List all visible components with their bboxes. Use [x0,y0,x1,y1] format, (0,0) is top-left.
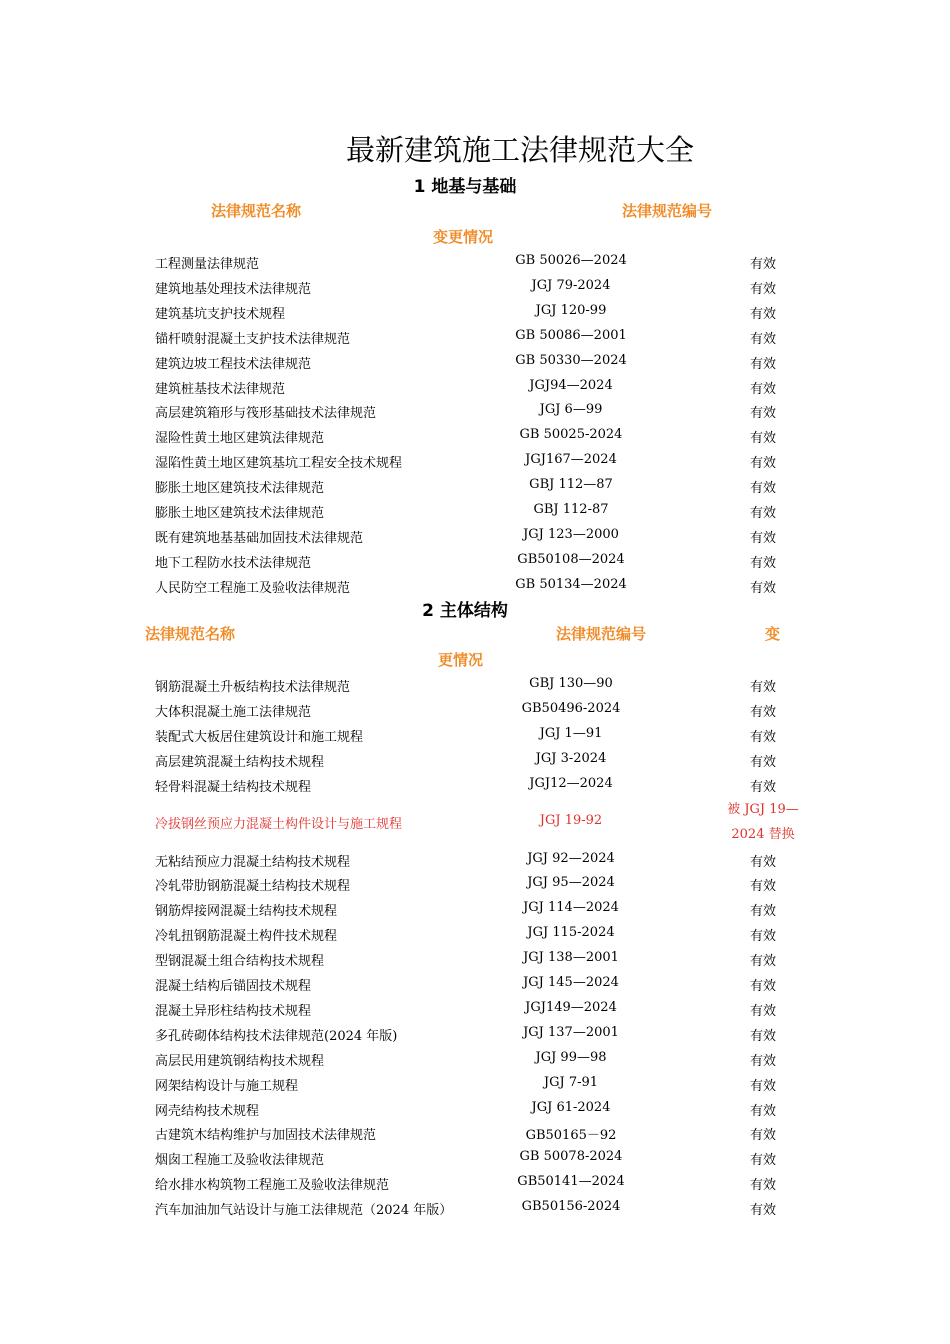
table-row [0,971,950,996]
row-code: JGJ 138—2001 [523,950,619,966]
row-code: JGJ 6—99 [539,402,603,418]
column-header-code: 法律规范编号 [556,625,647,643]
row-name: 既有建筑地基基础加固技术法律规范 [155,530,364,546]
table-row [0,896,950,921]
row-name: 膨胀土地区建筑技术法律规范 [155,506,325,521]
table-row [0,1170,950,1195]
row-name: 建筑基坑支护技术规程 [155,306,286,322]
row-name: 建筑地基处理技术法律规范 [155,281,312,297]
row-code: JGJ149—2024 [525,999,617,1015]
row-code: GB50496-2024 [521,700,621,716]
row-code: JGJ 115-2024 [527,925,615,941]
row-status: 有效 [749,754,777,770]
row-name: 冷轧带肋钢筋混凝土结构技术规程 [155,879,351,895]
row-code: JGJ 120-99 [535,302,607,318]
row-status: 有效 [749,306,777,322]
table-row [0,847,950,872]
row-status: 有效 [749,356,777,372]
row-status: 有效 [749,1128,777,1144]
row-status: 有效 [749,1078,777,1094]
row-status: 有效 [749,1053,777,1069]
row-code: JGJ12—2024 [529,775,613,791]
row-code: GBJ 112—87 [529,477,613,493]
row-code: JGJ 19-92 [539,812,603,828]
table-row [0,374,950,399]
row-status: 有效 [749,979,777,994]
row-code: GB 50025-2024 [519,427,623,443]
row-code: GB 50330—2024 [515,352,627,368]
table-row [0,1120,950,1145]
row-name: 网架结构设计与施工规程 [155,1078,299,1094]
row-name: 轻骨料混凝土结构技术规程 [155,779,312,795]
row-status: 有效 [749,1203,777,1219]
row-name: 古建筑木结构维护与加固技术法律规范 [155,1128,377,1144]
row-code: GB50108—2024 [517,551,625,567]
row-code: GB50141—2024 [517,1174,625,1190]
table-row [0,996,950,1021]
table-row [0,1195,950,1220]
table-row [0,349,950,374]
row-code: JGJ 79-2024 [531,277,611,293]
row-status: 有效 [749,381,777,397]
row-code: GB 50086—2001 [515,327,627,343]
row-status: 有效 [749,456,777,472]
column-header-name: 法律规范名称 [145,625,236,643]
row-name: 大体积混凝土施工法律规范 [155,704,312,720]
row-status: 有效 [749,879,777,895]
table-row [0,299,950,324]
row-name: 钢筋焊接网混凝土结构技术规程 [155,904,338,920]
row-code: JGJ94—2024 [529,377,613,393]
row-status: 有效 [749,929,777,945]
table-row [0,274,950,299]
row-status: 有效 [749,555,777,571]
row-code: JGJ 99—98 [535,1049,607,1065]
row-status: 有效 [749,779,777,795]
row-code: JGJ167—2024 [525,452,617,468]
column-header-status-part2: 更情况 [438,651,484,669]
row-name: 网壳结构技术规程 [155,1103,260,1119]
row-name: 混凝土异形柱结构技术规程 [155,1003,312,1019]
row-name: 地下工程防水技术法律规范 [155,555,312,571]
row-status: 有效 [749,506,777,521]
row-name: 烟囱工程施工及验收法律规范 [155,1153,325,1169]
table-row [0,921,950,946]
row-name: 高层建筑箱形与筏形基础技术法律规范 [155,406,377,422]
row-status: 有效 [749,954,777,970]
row-status: 有效 [749,1153,777,1169]
column-header-status-part1: 变 [765,625,781,643]
document-title: 最新建筑施工法律规范大全 [345,133,694,167]
table-row [0,697,950,722]
row-name: 膨胀土地区建筑技术法律规范 [155,481,325,497]
row-code: GB 50026—2024 [515,253,627,268]
row-status: 有效 [749,904,777,920]
row-name: 湿陷性黄土地区建筑基坑工程安全技术规程 [155,456,403,472]
section-title: 1 地基与基础 [413,177,517,197]
row-code: JGJ 92—2024 [527,850,615,866]
row-code: GB50165－92 [525,1128,617,1144]
table-row [0,473,950,498]
row-status: 有效 [749,580,777,596]
table-row [0,871,950,896]
row-status: 有效 [749,281,777,297]
row-code: GB 50134—2024 [515,576,627,592]
row-code: GB 50078-2024 [519,1149,623,1165]
table-row [0,722,950,747]
row-name: 冷拔钢丝预应力混凝土构件设计与施工规程 [155,816,403,832]
row-status: 有效 [749,704,777,720]
row-status: 有效 [749,1178,777,1194]
row-name: 混凝土结构后锚固技术规程 [155,979,312,994]
table-row [0,1145,950,1170]
row-code: JGJ 61-2024 [531,1099,611,1115]
row-name: 多孔砖砌体结构技术法律规范(2024 年版) [155,1028,398,1044]
row-name: 人民防空工程施工及验收法律规范 [155,580,351,596]
table-row [0,398,950,423]
row-code: GB50156-2024 [521,1199,621,1215]
table-row [0,249,950,274]
row-name: 建筑边坡工程技术法律规范 [155,356,312,372]
row-name: 汽车加油加气站设计与施工法律规范（2024 年版） [155,1203,453,1219]
table-row [0,523,950,548]
table-row [0,573,950,598]
row-name: 建筑桩基技术法律规范 [155,381,286,397]
row-status: 有效 [749,331,777,347]
row-code: JGJ 137—2001 [523,1024,619,1040]
row-status: 有效 [749,854,777,870]
row-name: 湿险性黄土地区建筑法律规范 [155,431,325,447]
row-code: JGJ 3-2024 [535,750,607,766]
row-status: 有效 [749,1003,777,1019]
row-status: 有效 [749,406,777,422]
row-code: JGJ 1—91 [539,725,603,741]
row-name: 冷轧扭钢筋混凝土构件技术规程 [155,929,338,945]
row-name: 锚杆喷射混凝土支护技术法律规范 [155,331,351,347]
row-status: 被 JGJ 19—2024 替换 [727,801,799,842]
row-name: 高层民用建筑钢结构技术规程 [155,1053,325,1069]
row-status: 有效 [749,729,777,745]
row-status: 有效 [749,680,777,695]
table-row [0,324,950,349]
table-row [0,946,950,971]
row-status: 有效 [749,431,777,447]
table-row [0,548,950,573]
table-row [0,672,950,697]
column-header-status: 变更情况 [433,228,494,246]
table-row [0,1071,950,1096]
row-name: 钢筋混凝土升板结构技术法律规范 [155,680,351,695]
row-name: 型钢混凝土组合结构技术规程 [155,954,325,970]
row-code: JGJ 145—2024 [523,975,619,990]
table-row [0,423,950,448]
row-code: JGJ 95—2024 [527,875,615,891]
table-row [0,448,950,473]
table-row [0,772,950,797]
row-name: 工程测量法律规范 [155,257,260,272]
table-row [0,797,950,847]
row-status: 有效 [749,481,777,497]
row-code: JGJ 123—2000 [523,526,619,542]
row-status: 有效 [749,530,777,546]
section-title: 2 主体结构 [422,601,508,621]
row-code: GBJ 130—90 [529,676,613,691]
column-header-code: 法律规范编号 [622,202,713,220]
row-status: 有效 [749,1103,777,1119]
row-code: GBJ 112-87 [533,502,609,517]
table-row [0,1046,950,1071]
row-name: 无粘结预应力混凝土结构技术规程 [155,854,351,870]
column-header-name: 法律规范名称 [211,202,302,220]
table-row [0,498,950,523]
row-code: JGJ 114—2024 [523,900,619,916]
row-status: 有效 [749,1028,777,1044]
row-code: JGJ 7-91 [543,1074,599,1090]
row-name: 高层建筑混凝土结构技术规程 [155,754,325,770]
row-status: 有效 [749,257,777,272]
table-row [0,1021,950,1046]
row-name: 装配式大板居住建筑设计和施工规程 [155,729,364,745]
table-row [0,1096,950,1121]
row-name: 给水排水构筑物工程施工及验收法律规范 [155,1178,390,1194]
table-row [0,747,950,772]
